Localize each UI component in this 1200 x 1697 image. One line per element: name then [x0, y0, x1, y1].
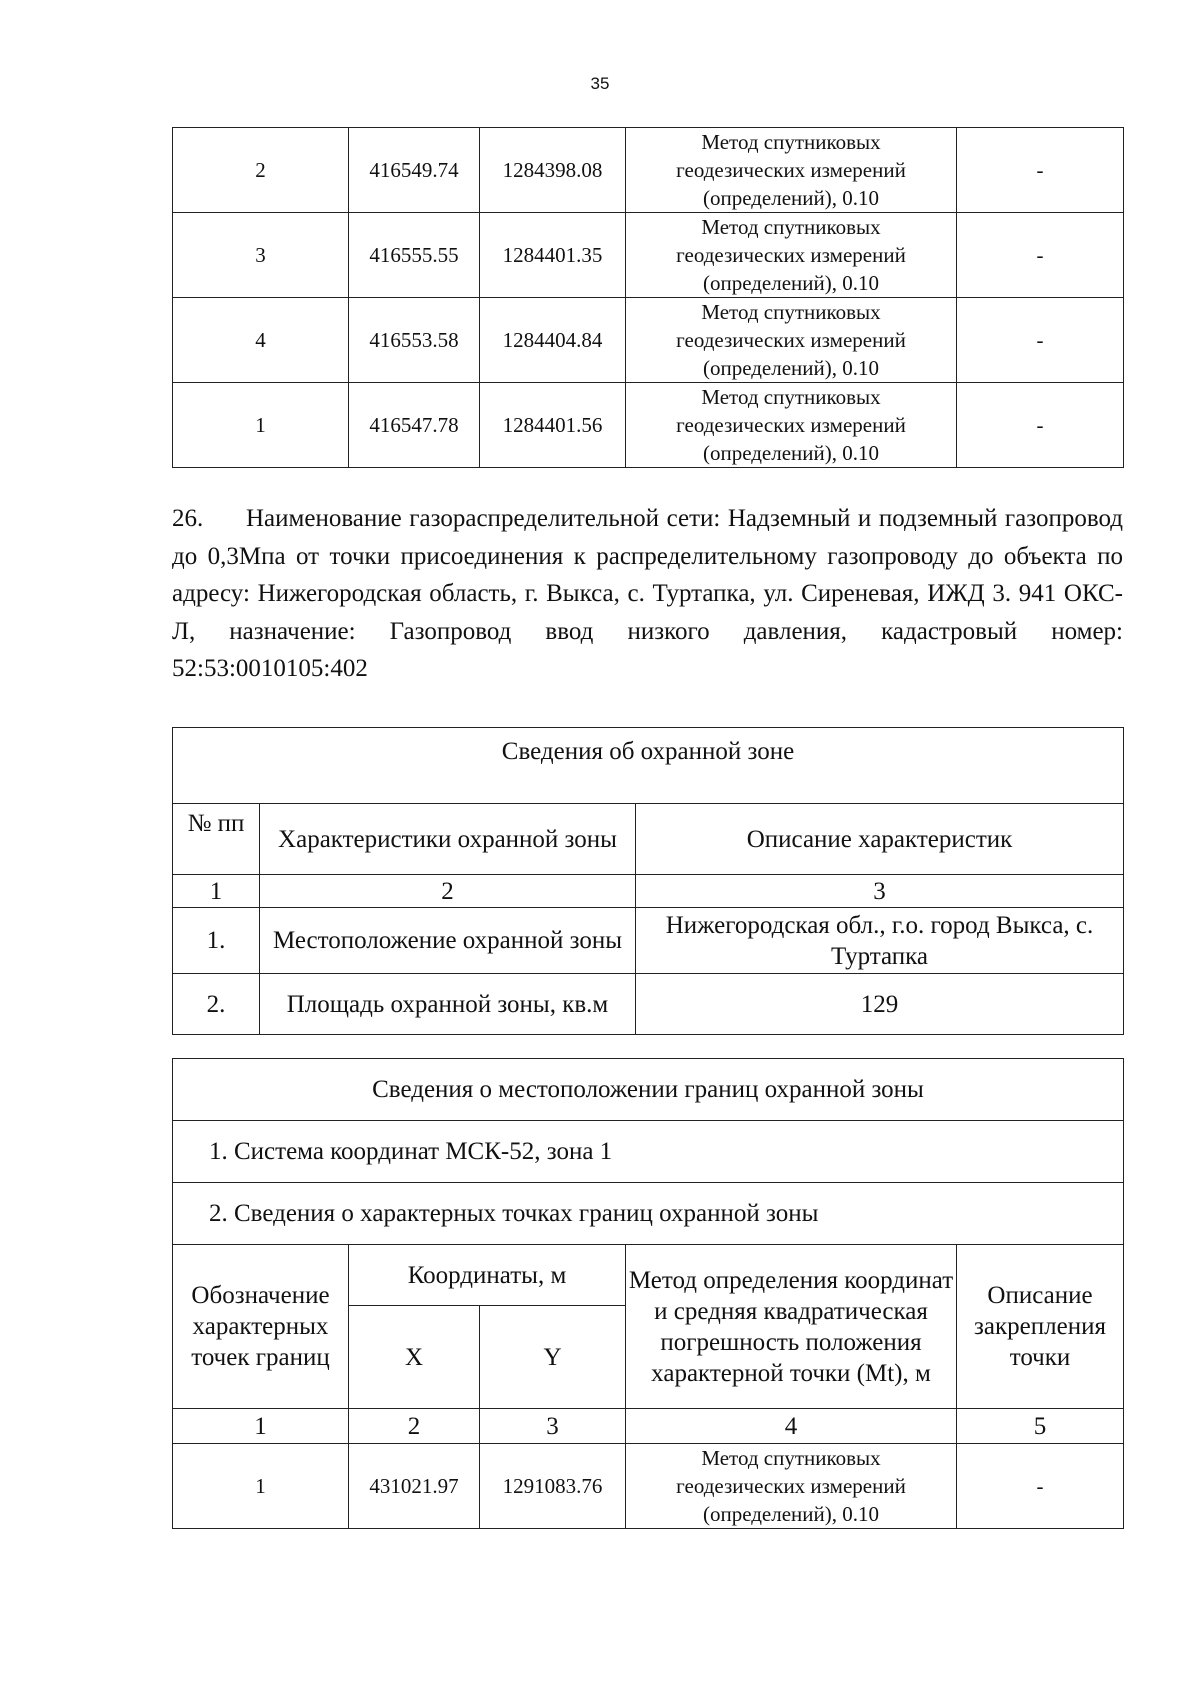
- header-coordinates: Координаты, м: [349, 1245, 626, 1306]
- coord-y: 1284401.56: [480, 383, 626, 468]
- section-paragraph: [172, 500, 1123, 688]
- point-description: -: [957, 298, 1124, 383]
- point-description: -: [957, 383, 1124, 468]
- page-number: 35: [590, 74, 610, 93]
- row-number: 2.: [173, 974, 260, 1035]
- point-number: 3: [173, 213, 349, 298]
- table-row: [173, 298, 1124, 383]
- table-title: Сведения о местоположении границ охранной зоны: [173, 1059, 1124, 1121]
- point-number: 2: [173, 128, 349, 213]
- coord-y: 1291083.76: [480, 1444, 626, 1529]
- column-number: 5: [957, 1409, 1124, 1444]
- column-number: 3: [480, 1409, 626, 1444]
- section-text: Наименование газораспределительной сети: Надземный и подземный газопровод до 0,3Мпа от точки присоединения к распределительному газопроводу до объекта по адресу: Нижегородская область, г. Выкса, с. Туртапка, ул. Сиреневая, ИЖД 3. 941 ОКС-Л, назначение: Газопровод ввод низкого давления, кадастровый номер: 52:53:0010105:402: [172, 505, 1123, 682]
- coord-x: 416547.78: [349, 383, 480, 468]
- point-description: -: [957, 1444, 1124, 1529]
- method-cell: Метод спутниковых геодезических измерений (определений), 0.10: [626, 128, 957, 213]
- coordinate-system: 1. Система координат МСК-52, зона 1: [173, 1121, 1124, 1183]
- protection-zone-table: [172, 727, 1124, 1035]
- row-characteristic: Площадь охранной зоны, кв.м: [260, 974, 636, 1035]
- header-method: Метод определения координат и средняя квадратическая погрешность положения характерной точки (Mt), м: [626, 1245, 957, 1409]
- coord-x: 416555.55: [349, 213, 480, 298]
- method-cell: Метод спутниковых геодезических измерений (определений), 0.10: [626, 298, 957, 383]
- row-characteristic: Местоположение охранной зоны: [260, 908, 636, 974]
- point-number: 1: [173, 1444, 349, 1529]
- points-section-title: 2. Сведения о характерных точках границ охранной зоны: [173, 1183, 1124, 1245]
- method-cell: Метод спутниковых геодезических измерений (определений), 0.10: [626, 383, 957, 468]
- header-description: Описание закрепления точки: [957, 1245, 1124, 1409]
- column-number: 3: [636, 875, 1124, 908]
- coord-y: 1284404.84: [480, 298, 626, 383]
- row-description: Нижегородская обл., г.о. город Выкса, с. Туртапка: [636, 908, 1124, 974]
- coord-y: 1284401.35: [480, 213, 626, 298]
- table-title: Сведения об охранной зоне: [173, 728, 1124, 804]
- table-row: [173, 974, 1124, 1035]
- column-number: 2: [260, 875, 636, 908]
- method-cell: Метод спутниковых геодезических измерений (определений), 0.10: [626, 1444, 957, 1529]
- method-cell: Метод спутниковых геодезических измерений (определений), 0.10: [626, 213, 957, 298]
- column-number: 1: [173, 875, 260, 908]
- table-row: [173, 213, 1124, 298]
- table-row: [173, 383, 1124, 468]
- points-table-continuation: [172, 127, 1124, 468]
- header-description: Описание характеристик: [636, 804, 1124, 875]
- point-description: -: [957, 128, 1124, 213]
- column-number: 4: [626, 1409, 957, 1444]
- header-x: X: [349, 1306, 480, 1409]
- coord-x: 431021.97: [349, 1444, 480, 1529]
- row-number: 1.: [173, 908, 260, 974]
- table-row: [173, 908, 1124, 974]
- table-row: [173, 128, 1124, 213]
- point-number: 4: [173, 298, 349, 383]
- point-description: -: [957, 213, 1124, 298]
- header-y: Y: [480, 1306, 626, 1409]
- coord-x: 416549.74: [349, 128, 480, 213]
- coord-x: 416553.58: [349, 298, 480, 383]
- point-number: 1: [173, 383, 349, 468]
- table-row: [173, 1444, 1124, 1529]
- header-characteristic: Характеристики охранной зоны: [260, 804, 636, 875]
- boundaries-table: [172, 1058, 1124, 1529]
- header-designation: Обозначение характерных точек границ: [173, 1245, 349, 1409]
- section-number: 26.: [172, 505, 204, 532]
- row-description: 129: [636, 974, 1124, 1035]
- coord-y: 1284398.08: [480, 128, 626, 213]
- column-number: 2: [349, 1409, 480, 1444]
- header-number: № пп: [173, 804, 260, 875]
- column-number: 1: [173, 1409, 349, 1444]
